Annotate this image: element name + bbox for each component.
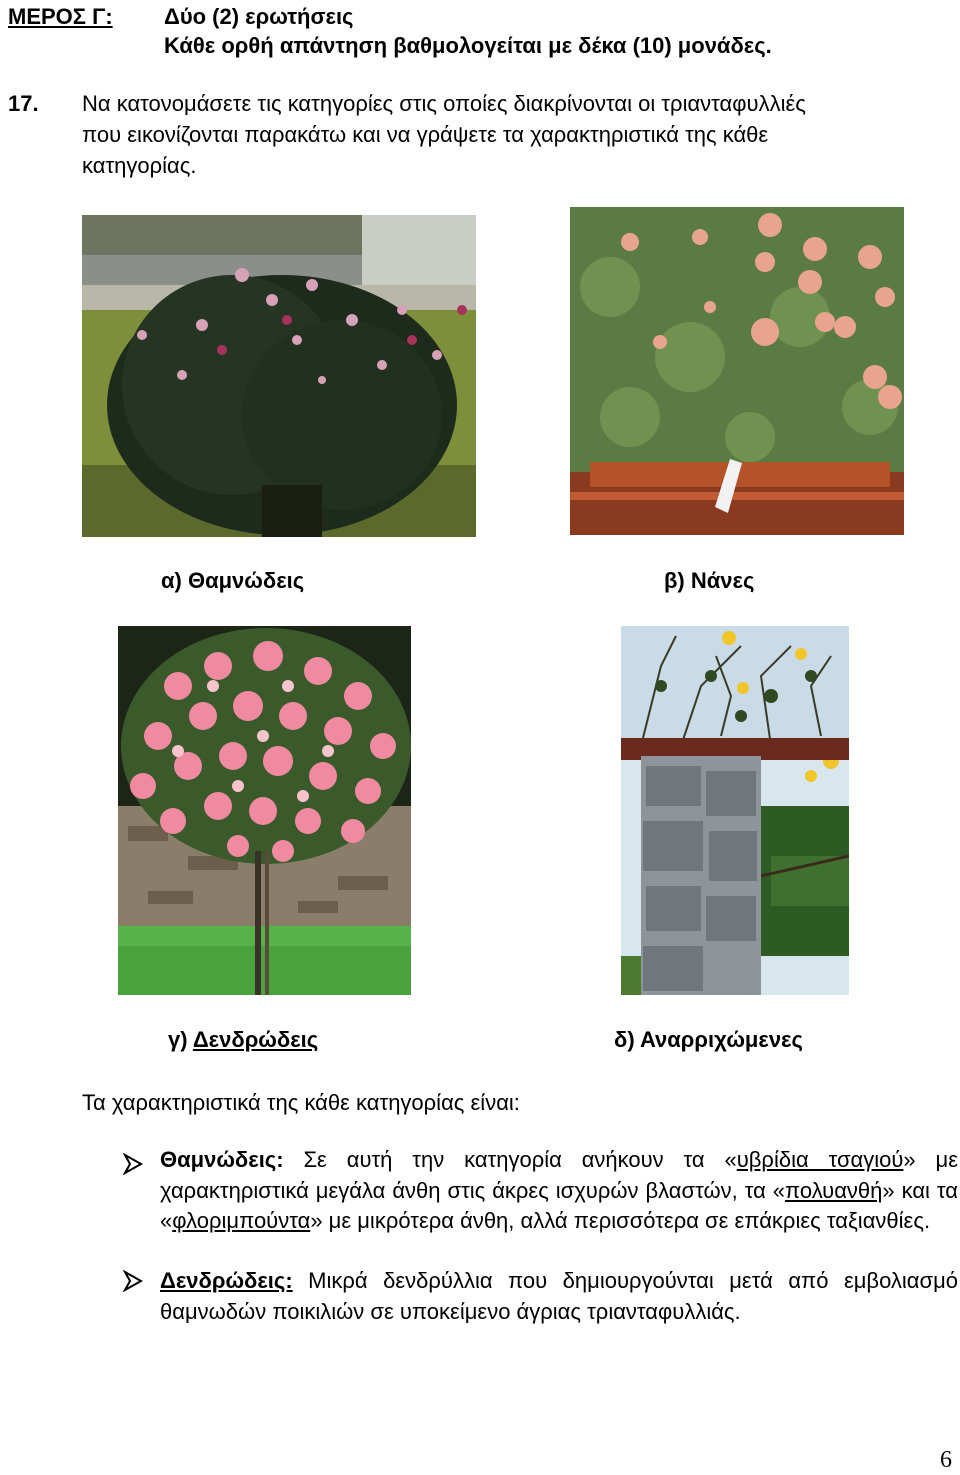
question-line-2: που εικονίζονται παρακάτω και να γράψετε τα χαρακτηριστικά της κάθε xyxy=(82,122,769,147)
climbing-rose-photo xyxy=(621,626,849,995)
question-line-3: κατηγορίας. xyxy=(82,153,197,178)
bullet-shrub-polyantha: πολυανθή xyxy=(785,1177,883,1203)
miniature-rose-photo xyxy=(570,207,904,535)
bullet-shrub-hybrid-tea: υβρίδια τσαγιού xyxy=(736,1147,904,1172)
bullet-tree xyxy=(160,1266,958,1327)
caption-tree-word: Δενδρώδεις xyxy=(192,1027,319,1052)
caption-miniature: β) Νάνες xyxy=(664,568,755,593)
arrowhead-bullet-icon xyxy=(122,1270,144,1292)
bullet-shrub-text-4: » με μικρότερα άνθη, αλλά περισσότερα σε επάκριες ταξιανθίες. xyxy=(310,1208,931,1233)
section-title: Δύο (2) ερωτήσεις xyxy=(164,4,354,29)
bullet-shrub-text-2: » με χαρακτηριστικά μεγάλα άνθη στις άκρες ισχυρών βλαστών, τα « xyxy=(160,1147,959,1203)
bullet-shrub-term: Θαμνώδεις: xyxy=(160,1147,284,1172)
bullet-tree-term: Δενδρώδεις: xyxy=(160,1268,293,1293)
question-number: 17. xyxy=(8,91,39,116)
caption-shrub: α) Θαμνώδεις xyxy=(161,568,305,593)
bullet-tree-text: Μικρά δενδρύλλια που δημιουργούνται μετά από εμβολιασμό θαμνωδών ποικιλιών σε υποκείμενο άγριας τριανταφυλλιάς. xyxy=(160,1268,958,1324)
arrowhead-bullet-icon xyxy=(122,1153,144,1175)
shrub-rose-photo xyxy=(82,215,476,537)
bullet-shrub-text-1: Σε αυτή την κατηγορία ανήκουν τα « xyxy=(283,1147,737,1172)
section-label-text: ΜΕΡΟΣ Γ: xyxy=(8,4,113,29)
section-label xyxy=(8,2,113,32)
bullet-shrub-floribunda: φλοριμπούντα xyxy=(172,1208,311,1233)
bullet-shrub xyxy=(160,1145,958,1237)
tree-rose-photo xyxy=(118,626,411,995)
question-line-1: Να κατονομάσετε τις κατηγορίες στις οποίες διακρίνονται οι τριανταφυλλιές xyxy=(82,91,806,116)
question-text xyxy=(82,88,958,181)
section-subtitle: Κάθε ορθή απάντηση βαθμολογείται με δέκα (10) μονάδες. xyxy=(164,33,772,58)
characteristics-intro: Τα χαρακτηριστικά της κάθε κατηγορίας είναι: xyxy=(82,1090,520,1115)
bullet-shrub-text-3: » και τα « xyxy=(160,1177,958,1233)
caption-tree xyxy=(168,1027,318,1053)
page-number: 6 xyxy=(940,1447,952,1473)
caption-climbing: δ) Αναρριχώμενες xyxy=(614,1027,803,1052)
caption-tree-prefix: γ) xyxy=(168,1027,193,1052)
